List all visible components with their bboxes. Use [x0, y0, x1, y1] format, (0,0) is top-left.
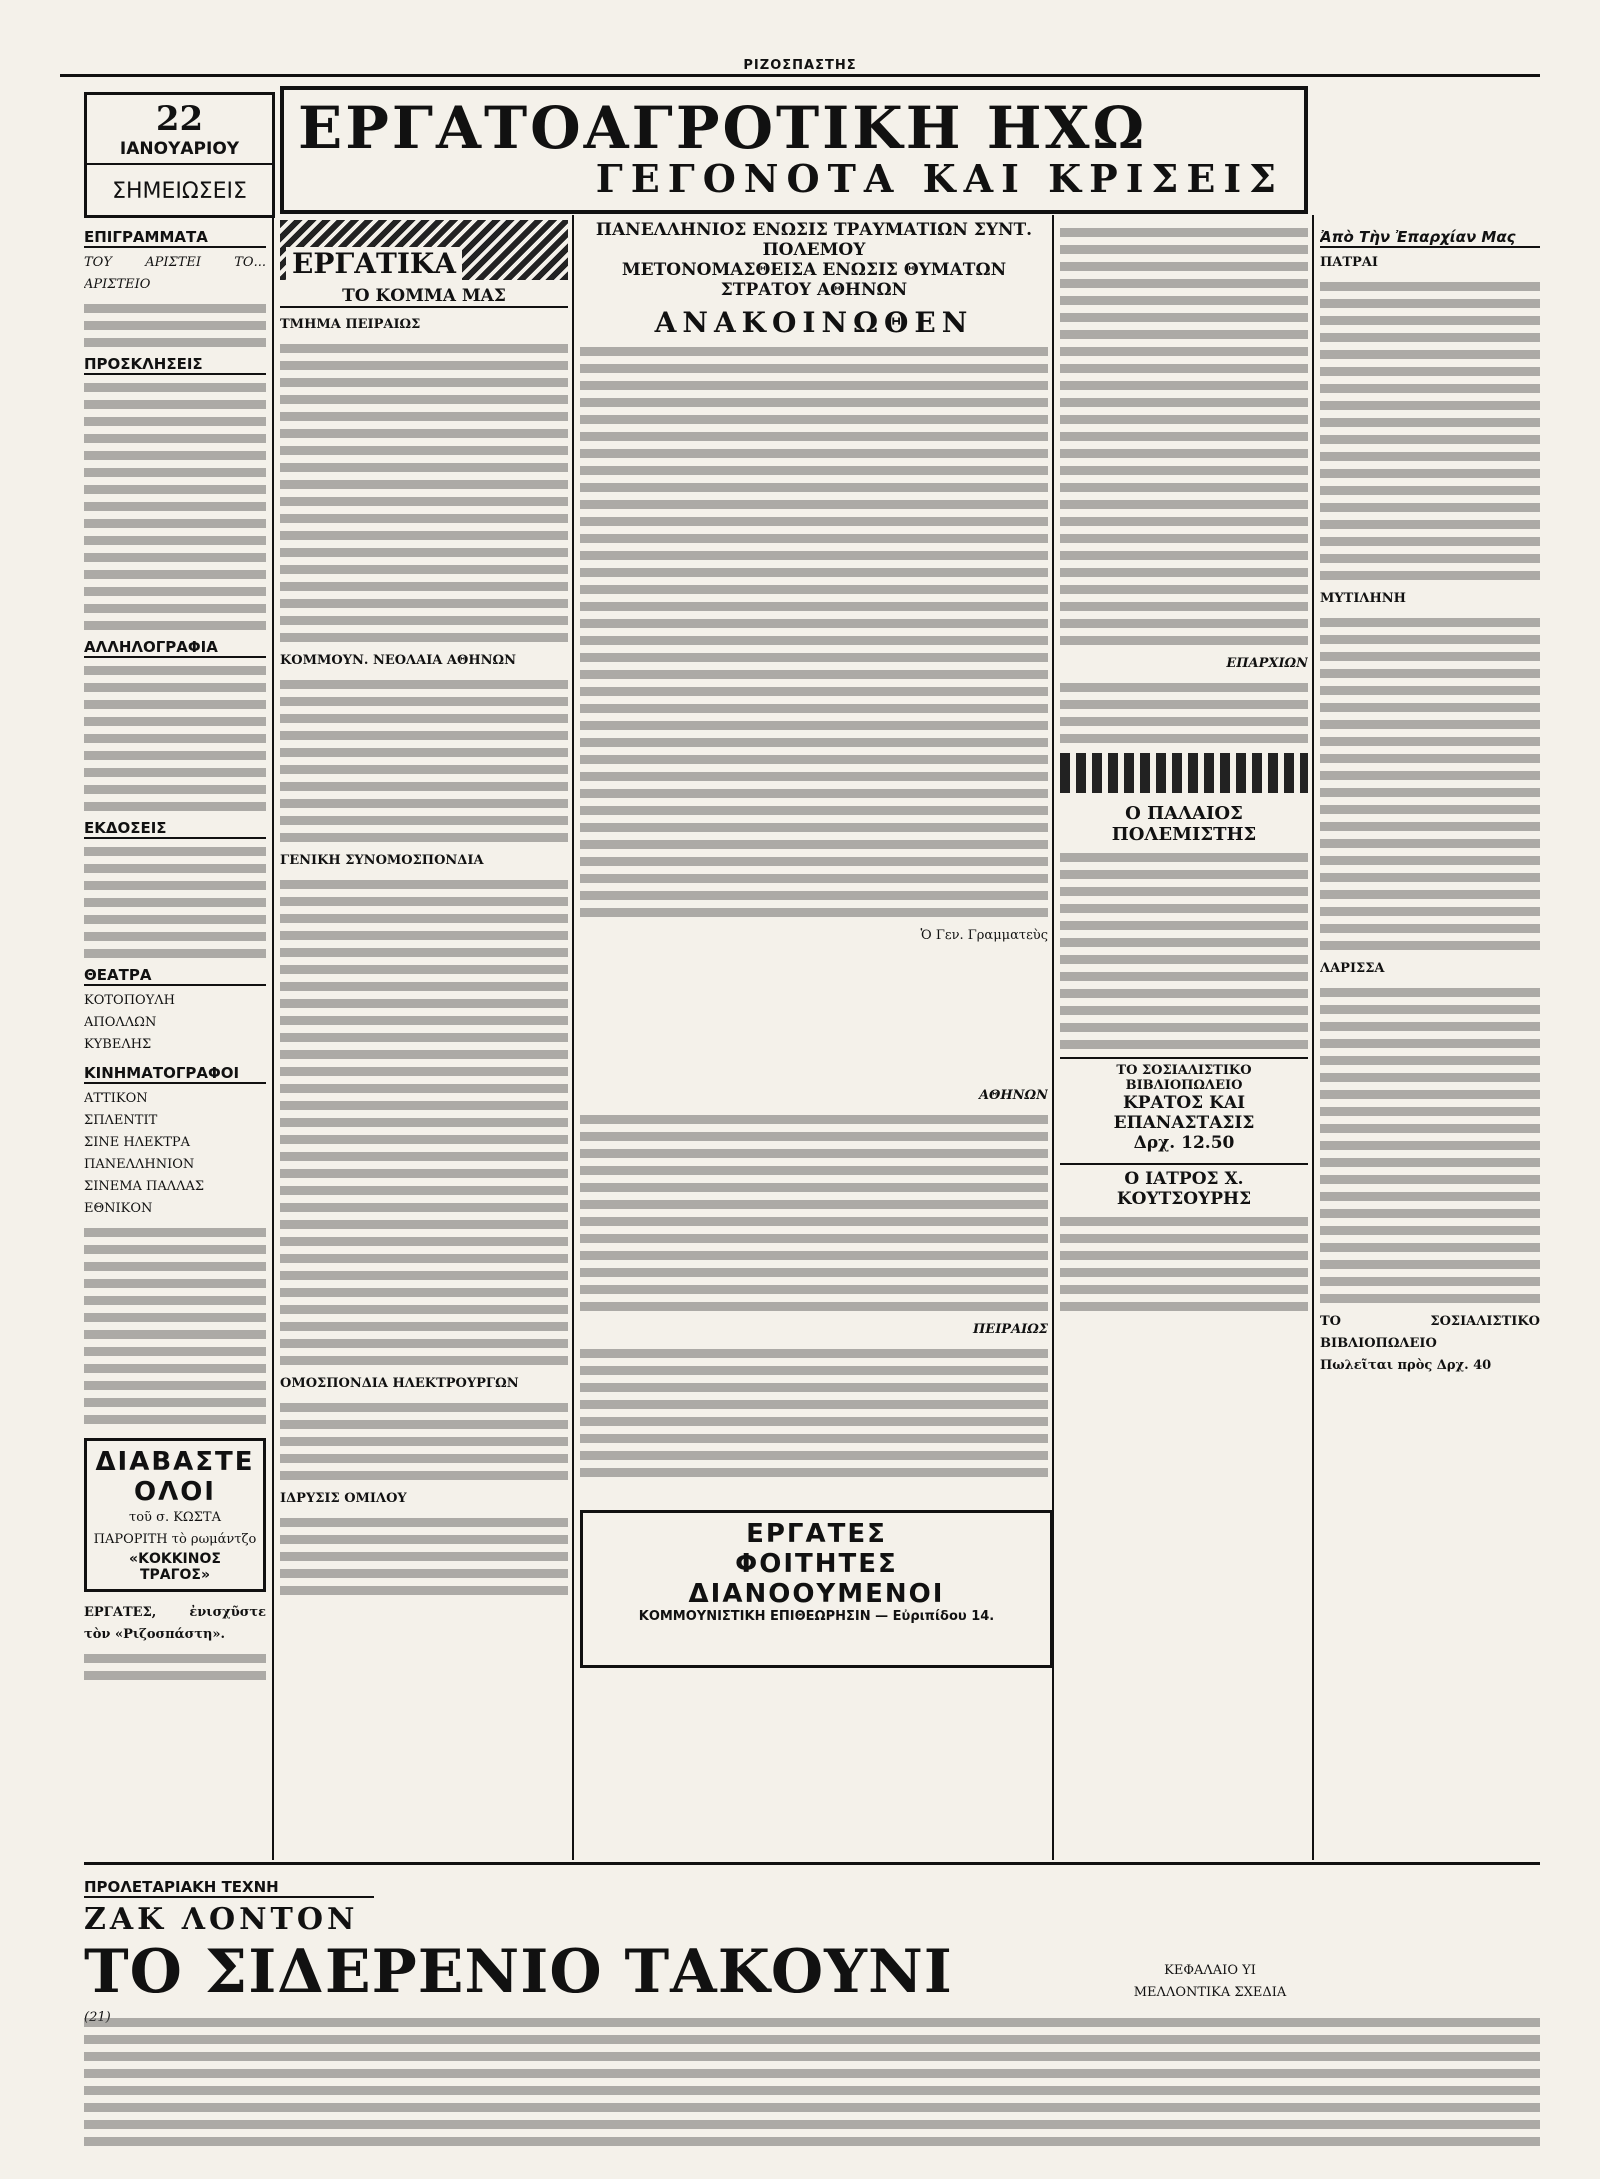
labour-title-graphic — [280, 220, 568, 280]
theatre-listing: ΑΠΟΛΛΩΝ — [84, 1015, 157, 1030]
labour-column — [280, 220, 568, 1860]
bookshop-price: Πωλεῖται πρὸς Δρχ. 40 — [1320, 1358, 1492, 1373]
section-header-epigrams: ΕΠΙΓΡΑΜΜΑΤΑ — [84, 228, 266, 248]
section-banner — [280, 86, 1308, 214]
unions-notices — [580, 1085, 1048, 1505]
serial-author: ΖΑΚ ΛΟΝΤΟΝ — [84, 1902, 359, 1937]
call-workers: ΕΡΓΑΤΕΣ — [746, 1519, 887, 1549]
section-club: ΙΔΡΥΣΙΣ ΟΜΙΛΟΥ — [280, 1491, 407, 1506]
serial-text — [84, 2010, 1540, 2160]
notices-column — [1060, 220, 1308, 1860]
bookshop-line: ΤΟ ΣΟΣΙΑΛΙΣΤΙΚΟ ΒΙΒΛΙΟΠΩΛΕΙΟ — [1320, 1314, 1540, 1351]
theatre-listing: ΚΟΤΟΠΟΥΛΗ — [84, 993, 175, 1008]
cinema-listing: ΑΤΤΙΚΟΝ — [84, 1091, 148, 1106]
labour-title: ΕΡΓΑΤΙΚΑ — [286, 247, 462, 280]
veteran-book-title: Ο ΠΑΛΑΙΟΣ ΠΟΛΕΜΙΣΤΗΣ — [1111, 803, 1257, 845]
bookshop-title: ΚΡΑΤΟΣ ΚΑΙ ΕΠΑΝΑΣΤΑΣΙΣ — [1113, 1093, 1255, 1133]
serial-instalment: (21) — [84, 2010, 111, 2025]
provinces-label: ΕΠΑΡΧΙΩΝ — [1226, 656, 1308, 671]
serial-header — [84, 1870, 953, 2029]
announcement-heading: ΑΝΑΚΟΙΝΩΘΕΝ — [654, 306, 974, 339]
athens-label: ΑΘΗΝΩΝ — [978, 1088, 1048, 1103]
banner-subtitle: ΓΕΓΟΝΟΤΑ ΚΑΙ ΚΡΙΣΕΙΣ — [595, 156, 1284, 201]
column-rule — [572, 215, 574, 1860]
ad-headline: ΔΙΑΒΑΣΤΕ ΟΛΟΙ — [95, 1447, 255, 1507]
place-patras: ΠΑΤΡΑΙ — [1320, 255, 1378, 270]
date-day: 22 — [155, 99, 204, 139]
place-mytilene: ΜΥΤΙΛΗΝΗ — [1320, 591, 1406, 606]
serial-section: ΠΡΟΛΕΤΑΡΙΑΚΗ ΤΕΧΝΗ — [84, 1878, 374, 1898]
cinema-listing: ΕΘΝΙΚΟΝ — [84, 1201, 153, 1216]
ornament-border — [1060, 753, 1308, 793]
cinema-listing: ΠΑΝΕΛΛΗΝΙΟΝ — [84, 1157, 195, 1172]
provinces-title: Ἀπὸ Τὴν Ἐπαρχίαν Μας — [1320, 228, 1540, 248]
cinema-listing: ΣΙΝΕ ΗΛΕΚΤΡΑ — [84, 1135, 191, 1150]
call-intellectuals: ΔΙΑΝΟΟΥΜΕΝΟΙ — [688, 1579, 945, 1609]
column-rule — [1312, 215, 1314, 1860]
call-review-type: ΕΠΙΘΕΩΡΗΣΙΝ — [770, 1609, 871, 1624]
left-column — [84, 220, 266, 1860]
section-header-publications: ΕΚΔΟΣΕΙΣ — [84, 819, 266, 839]
banner-title: ΕΡΓΑΤΟΑΓΡΟΤΙΚΗ ΗΧΩ — [298, 94, 1148, 162]
section-header-invitations: ΠΡΟΣΚΛΗΣΕΙΣ — [84, 355, 266, 375]
theatre-listing: ΚΥΒΕΛΗΣ — [84, 1037, 152, 1052]
call-address: Εὐριπίδου 14. — [892, 1609, 995, 1624]
provinces-column — [1320, 220, 1540, 1860]
chapter-heading — [1110, 1960, 1310, 2004]
chapter-number: ΚΕΦΑΛΑΙΟ ΥΙ — [1164, 1963, 1256, 1978]
section-header-theatres: ΘΕΑΤΡΑ — [84, 966, 266, 986]
call-to-readers-box — [580, 1510, 1053, 1668]
serial-rule — [84, 1862, 1540, 1865]
section-confederation: ΓΕΝΙΚΗ ΣΥΝΟΜΟΣΠΟΝΔΙΑ — [280, 853, 484, 868]
cinema-listing: ΣΠΛΕΝΤΙΤ — [84, 1113, 158, 1128]
masthead-rule — [60, 74, 1540, 77]
ad-text: τοῦ σ. ΚΩΣΤΑ ΠΑΡΟΡΙΤΗ τὸ ρωμάντζο — [93, 1510, 257, 1547]
section-youth: ΚΟΜΜΟΥΝ. ΝΕΟΛΑΙΑ ΑΘΗΝΩΝ — [280, 653, 516, 668]
bookshop-price-tag: Δρχ. 12.50 — [1133, 1133, 1235, 1153]
chapter-title: ΜΕΛΛΟΝΤΙΚΑ ΣΧΕΔΙΑ — [1133, 1985, 1287, 2000]
serial-title: ΤΟ ΣΙΔΕΡΕΝΙΟ ΤΑΚΟΥΝΙ — [84, 1937, 953, 2007]
announcement-article — [580, 220, 1048, 1080]
section-header-correspondence: ΑΛΛΗΛΟΓΡΑΦΙΑ — [84, 638, 266, 658]
epigram-title: ΤΟΥ ΑΡΙΣΤΕΙ ΤΟ... ΑΡΙΣΤΕΙΟ — [84, 255, 266, 292]
party-subhead: ΤΟ ΚΟΜΜΑ ΜΑΣ — [280, 286, 568, 308]
call-review: ΚΟΜΜΟΥΝΙΣΤΙΚΗ ΕΠΙΘΕΩΡΗΣΙΝ — Εὐριπίδου 14. — [638, 1609, 995, 1624]
date-month: ΙΑΝΟΥΑΡΙΟΥ — [87, 139, 272, 165]
piraeus-label: ΠΕΙΡΑΙΩΣ — [973, 1322, 1048, 1337]
newspaper-name: ΡΙΖΟΣΠΑΣΤΗΣ — [743, 58, 857, 73]
call-students: ΦΟΙΤΗΤΕΣ — [735, 1549, 898, 1579]
article-headline: ΠΑΝΕΛΛΗΝΙΟΣ ΕΝΩΣΙΣ ΤΡΑΥΜΑΤΙΩΝ ΣΥΝΤ. ΠΟΛΕΜΟΥ — [595, 220, 1033, 260]
article-subheadline: ΜΕΤΟΝΟΜΑΣΘΕΙΣΑ ΕΝΩΣΙΣ ΘΥΜΑΤΩΝ ΣΤΡΑΤΟΥ ΑΘΗΝΩΝ — [621, 260, 1007, 300]
notes-section-title: ΣΗΜΕΙΩΣΕΙΣ — [112, 179, 247, 204]
call-review-name: ΚΟΜΜΟΥΝΙΣΤΙΚΗ — [638, 1609, 766, 1624]
section-piraeus: ΤΜΗΜΑ ΠΕΙΡΑΙΩΣ — [280, 317, 421, 332]
section-header-cinemas: ΚΙΝΗΜΑΤΟΓΡΑΦΟΙ — [84, 1064, 266, 1084]
date-box — [84, 92, 275, 218]
cinema-listing: ΣΙΝΕΜΑ ΠΑΛΛΑΣ — [84, 1179, 205, 1194]
bookshop-heading: ΤΟ ΣΟΣΙΑΛΙΣΤΙΚΟ ΒΙΒΛΙΟΠΩΛΕΙΟ — [1060, 1057, 1308, 1093]
doctor-ad: Ο ΙΑΤΡΟΣ Χ. ΚΟΥΤΣΟΥΡΗΣ — [1060, 1163, 1308, 1209]
ad-book-title: «ΚΟΚΚΙΝΟΣ ΤΡΑΓΟΣ» — [129, 1551, 221, 1583]
book-advertisement — [84, 1438, 266, 1592]
place-larissa: ΛΑΡΙΣΣΑ — [1320, 961, 1385, 976]
announcement-signoff: Ὁ Γεν. Γραμματεὺς — [920, 928, 1048, 943]
support-appeal: ΕΡΓΑΤΕΣ, ἐνισχῦστε τὸν «Ριζοσπάστη». — [84, 1605, 266, 1642]
section-electricians: ΟΜΟΣΠΟΝΔΙΑ ΗΛΕΚΤΡΟΥΡΓΩΝ — [280, 1376, 519, 1391]
column-rule — [272, 210, 274, 1860]
